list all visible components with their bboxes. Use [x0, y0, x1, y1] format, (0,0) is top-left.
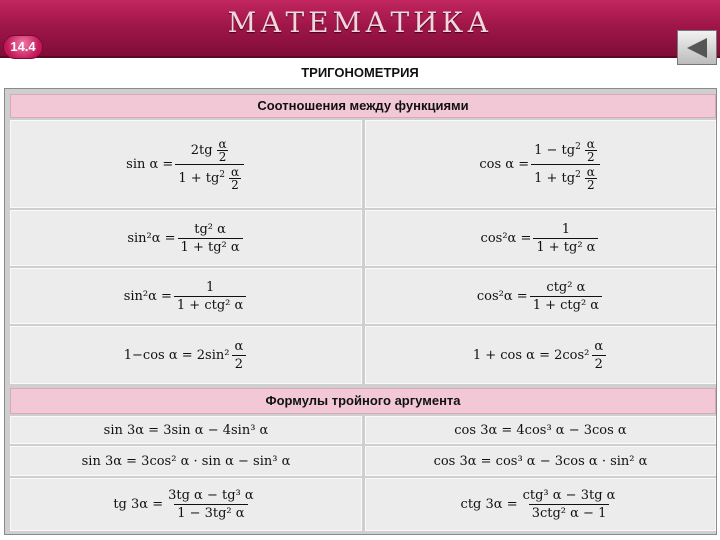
formula-ctg3: ctg 3α = $\frac{\text{ctg³ α − 3tg α}}{\text{3ctg² α − 1}}$ [365, 478, 716, 531]
band-relations: Соотношения между функциями [10, 94, 716, 118]
section-title: ТРИГОНОМЕТРИЯ [301, 65, 419, 80]
formula-tg3: tg 3α = $\frac{\text{3tg α − tg³ α}}{\text{1 − 3tg² α}}$ [10, 478, 362, 531]
formula-sin2-ctg: sin²α = $\frac{1}{\text{1 + ctg² α}}$ [10, 268, 362, 324]
slide-number-badge: 14.4 [3, 35, 43, 59]
back-button[interactable] [677, 30, 717, 65]
formula-cos2-tg: cos²α = $\frac{1}{\text{1 + tg² α}}$ [365, 210, 716, 266]
formula-cos-half: cos α = $1 - tg^2$ $\frac{\alpha}{2}$ $1 + tg^2$ $\frac{\alpha}{2}$ [365, 120, 716, 208]
formula-one-minus-cos: 1−cos α = 2sin² $\frac{\alpha}{2}$ [10, 326, 362, 384]
formula-sin3-a: sin 3α = 3sin α − 4sin³ α [10, 416, 362, 444]
band-triple: Формулы тройного аргумента [10, 388, 716, 414]
back-arrow-icon [685, 37, 709, 59]
formula-cos3-b: cos 3α = cos³ α − 3cos α · sin² α [365, 446, 716, 476]
formula-cos2-ctg: cos²α = $\frac{\text{ctg² α}}{\text{1 + ctg² α}}$ [365, 268, 716, 324]
formula-table [4, 88, 717, 535]
formula-one-plus-cos: 1 + cos α = 2cos² $\frac{\alpha}{2}$ [365, 326, 716, 384]
formula-sin-half: sin α = 2tg $\frac{\alpha}{2}$ $1 + tg^2$ $\frac{\alpha}{2}$ [10, 120, 362, 208]
formula-cos3-a: cos 3α = 4cos³ α − 3cos α [365, 416, 716, 444]
header-title: МАТЕМАТИКА [227, 6, 493, 39]
header-bar [0, 0, 720, 58]
formula-sin2-tg: sin²α = $\frac{\text{tg² α}}{\text{1 + tg² α}}$ [10, 210, 362, 266]
formula-sin3-b: sin 3α = 3cos² α · sin α − sin³ α [10, 446, 362, 476]
